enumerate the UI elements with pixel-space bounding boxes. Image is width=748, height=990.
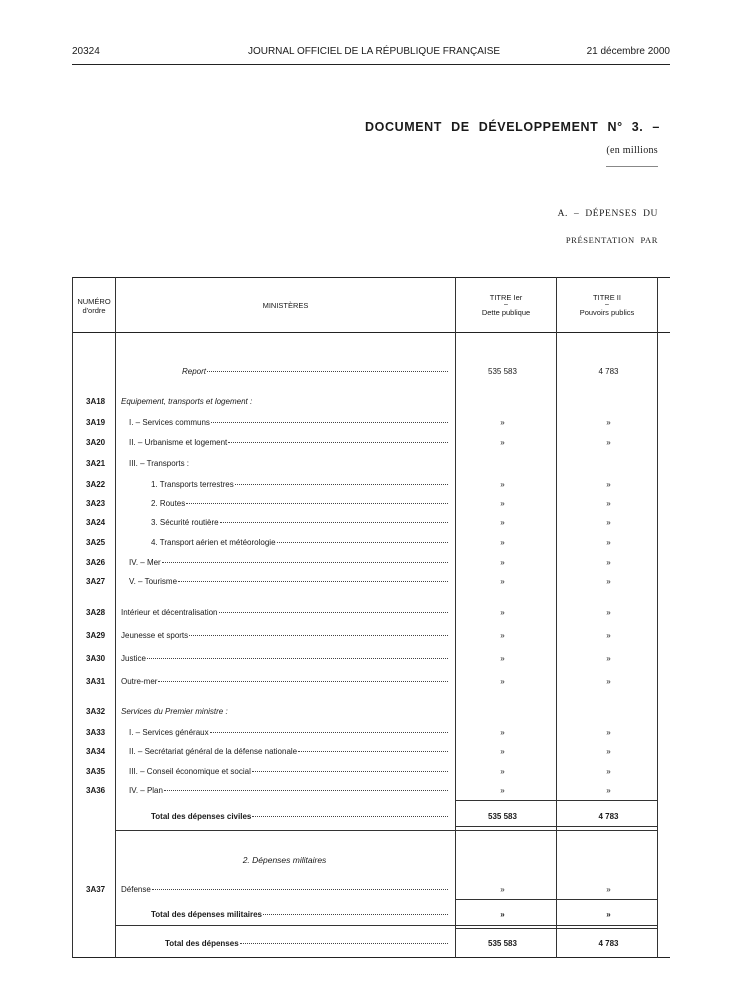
table-row: 3A19 I. – Services communs » »	[86, 418, 611, 427]
table-row: 3A23 2. Routes » »	[86, 499, 611, 508]
section-rule	[115, 925, 657, 926]
table-header-rule	[72, 332, 670, 333]
table-row: 3A31 Outre-mer » »	[86, 677, 611, 686]
subtotal-rule	[455, 928, 657, 929]
total-civil-row: Total des dépenses civiles 535 583 4 783	[151, 812, 619, 821]
subtotal-rule	[455, 899, 657, 900]
unit-rule	[606, 166, 658, 167]
section-rule	[115, 830, 657, 831]
table-top-rule	[72, 277, 670, 278]
grand-total-row: Total des dépenses 535 583 4 783	[165, 939, 619, 948]
journal-title: JOURNAL OFFICIEL DE LA RÉPUBLIQUE FRANÇAISE	[247, 46, 501, 57]
table-row: 3A33 I. – Services généraux » »	[86, 728, 611, 737]
document-title: DOCUMENT DE DÉVELOPPEMENT N° 3. –	[365, 120, 660, 134]
table-row: 3A32 Services du Premier ministre :	[86, 707, 228, 716]
table-row: 3A29 Jeunesse et sports » »	[86, 631, 611, 640]
section-heading: A. – DÉPENSES DU	[557, 209, 658, 219]
header-ministeres: MINISTÈRES	[262, 301, 309, 310]
table-row: 3A37 Défense » »	[86, 885, 611, 894]
table-row: 3A25 4. Transport aérien et météorologie » »	[86, 538, 611, 547]
page-number: 20324	[72, 46, 100, 57]
table-bottom-rule	[72, 957, 670, 958]
header-numero: NUMÉRO d'ordre	[77, 297, 111, 315]
table-row: Report 535 583 4 783	[182, 367, 619, 376]
unit-note: (en millions	[606, 145, 658, 156]
presentation-heading: PRÉSENTATION PAR	[565, 235, 658, 245]
table-row: 3A26 IV. – Mer » »	[86, 558, 611, 567]
table-row: 3A27 V. – Tourisme » »	[86, 577, 611, 586]
header-rule	[72, 64, 670, 65]
table-row: 3A34 II. – Secrétariat général de la défense nationale » »	[86, 747, 611, 756]
header-titre1: TITRE Ier – Dette publique	[481, 293, 531, 317]
subtotal-rule	[455, 800, 657, 801]
header-titre2: TITRE II – Pouvoirs publics	[579, 293, 635, 317]
table-row: 3A36 IV. – Plan » »	[86, 786, 611, 795]
table-row: 3A20 II. – Urbanisme et logement » »	[86, 438, 611, 447]
table-row: 3A30 Justice » »	[86, 654, 611, 663]
total-military-row: Total des dépenses militaires » »	[151, 910, 611, 919]
table-row: 3A28 Intérieur et décentralisation » »	[86, 608, 611, 617]
table-row: 3A22 1. Transports terrestres » »	[86, 480, 611, 489]
table-row: 3A21 III. – Transports :	[86, 459, 190, 468]
table-row: 3A24 3. Sécurité routière » »	[86, 518, 611, 527]
subtotal-rule	[455, 826, 657, 827]
publication-date: 21 décembre 2000	[586, 46, 670, 57]
table-row: 3A18 Equipement, transports et logement :	[86, 397, 253, 406]
subheading-military: 2. Dépenses militaires	[242, 855, 327, 865]
table-row: 3A35 III. – Conseil économique et social » »	[86, 767, 611, 776]
